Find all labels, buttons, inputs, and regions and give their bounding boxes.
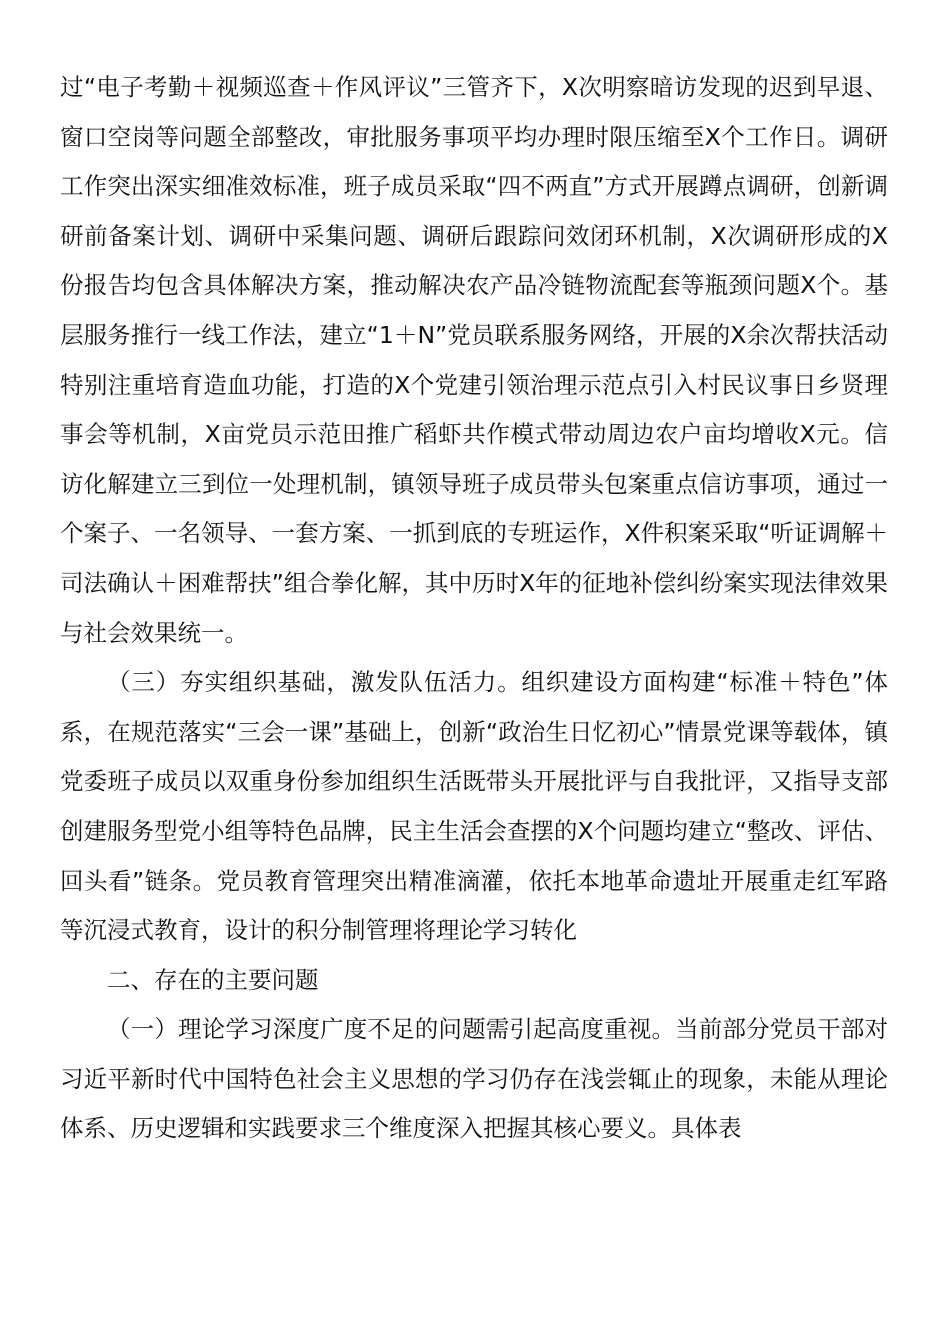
section-heading-main-problems: 二、存在的主要问题 [107,965,319,994]
section-paragraph-organization: （三）夯实组织基础，激发队伍活力。组织建设方面构建“标准＋特色”体系，在规范落实“三会一课”基础上，创新“政治生日忆初心”情景党课等载体，镇党委班子成员以双重身份参加组织生活既带头开展批评与自我批评，又指导支部创建服务型党小组等特色品牌，民主生活会查摆的X个问题均建立“整改、评估、回头看”链条。党员教育管理突出精准滴灌，依托本地革命遗址开展重走红军路等沉浸式教育，设计的积分制管理将理论学习转化 [60,668,888,945]
document-body [60,63,888,1154]
problem-paragraph-theory-study: （一）理论学习深度广度不足的问题需引起高度重视。当前部分党员干部对习近平新时代中国特色社会主义思想的学习仍存在浅尝辄止的现象，未能从理论体系、历史逻辑和实践要求三个维度深入把握其核心要义。具体表 [60,1015,888,1143]
body-paragraph-continuation: 过“电子考勤＋视频巡查＋作风评议”三管齐下，X次明察暗访发现的迟到早退、窗口空岗等问题全部整改，审批服务事项平均办理时限压缩至X个工作日。调研工作突出深实细准效标准，班子成员采取“四不两直”方式开展蹲点调研，创新调研前备案计划、调研中采集问题、调研后跟踪问效闭环机制，X次调研形成的X份报告均包含具体解决方案，推动解决农产品冷链物流配套等瓶颈问题X个。基层服务推行一线工作法，建立“1＋N”党员联系服务网络，开展的X余次帮扶活动特别注重培育造血功能，打造的X个党建引领治理示范点引入村民议事日乡贤理事会等机制，X亩党员示范田推广稻虾共作模式带动周边农户亩均增收X元。信访化解建立三到位一处理机制，镇领导班子成员带头包案重点信访事项，通过一个案子、一名领导、一套方案、一抓到底的专班运作，X件积案采取“听证调解＋司法确认＋困难帮扶”组合拳化解，其中历时X年的征地补偿纠纷案实现法律效果与社会效果统一。 [60,73,888,647]
